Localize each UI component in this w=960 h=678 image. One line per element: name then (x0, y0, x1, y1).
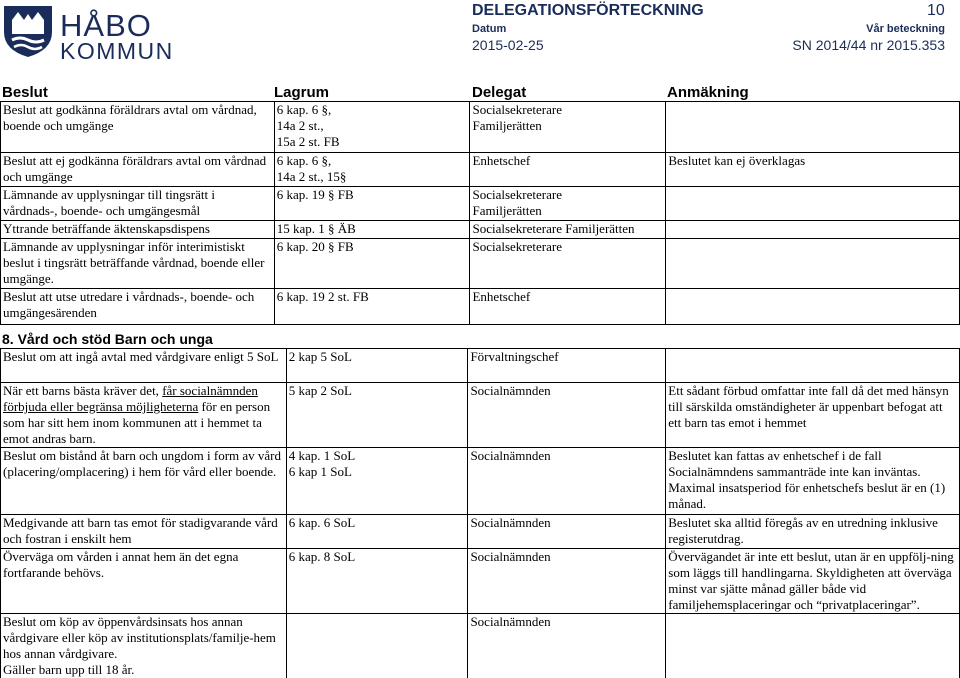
column-header-delegat: Delegat (472, 84, 527, 101)
cell-anmakning (666, 187, 960, 221)
cell-beslut: Lämnande av upplysningar inför interimistiskt beslut i tingsrätt beträffande vårdnad, boende eller umgänge. (1, 239, 275, 289)
table-row (1, 549, 960, 614)
cell-delegat: Socialsekreterare Familjerätten (470, 187, 666, 221)
delegation-table-2 (0, 348, 960, 678)
cell-lagrum: 6 kap. 20 § FB (274, 239, 470, 289)
logo-kommun: KOMMUN (60, 38, 174, 64)
cell-lagrum: 2 kap 5 SoL (286, 349, 468, 383)
table-row (1, 448, 960, 515)
cell-delegat: Socialnämnden (468, 549, 666, 614)
cell-lagrum (286, 614, 468, 678)
underlined-text: förbjuda eller begränsa möjligheterna (3, 399, 199, 414)
cell-lagrum: 6 kap. 6 SoL (286, 515, 468, 549)
column-header-lagrum: Lagrum (274, 84, 330, 101)
cell-anmakning: Beslutet kan fattas av enhetschef i de fall Socialnämndens sammanträde inte kan inväntas. Maximal insatsperiod för enhetschefs beslut är en (1) månad. (666, 448, 960, 515)
cell-delegat: Enhetschef (470, 289, 666, 325)
table-row (1, 153, 960, 187)
cell-anmakning: Beslutet ska alltid föregås av en utredning inklusive registerutdrag. (666, 515, 960, 549)
beslut-text: för en person som har sitt hem inom kommunen att i hemmet ta emot andras barn. (3, 399, 271, 446)
cell-delegat: Enhetschef (470, 153, 666, 187)
date-value: 2015-02-25 (472, 37, 544, 53)
cell-delegat: Socialnämnden (468, 383, 666, 448)
underlined-text: får socialnämnden (162, 383, 258, 398)
cell-beslut: Medgivande att barn tas emot för stadigvarande vård och fostran i enskilt hem (1, 515, 287, 549)
cell-beslut: Beslut att godkänna föräldrars avtal om vårdnad, boende och umgänge (1, 102, 275, 153)
cell-beslut (1, 383, 287, 448)
cell-beslut: Beslut om köp av öppenvårdsinsats hos annan vårdgivare eller köp av institutionsplats/familje-hem hos annan vårdgivare. Gäller barn upp till 18 år. (1, 614, 287, 678)
reference-value: SN 2014/44 nr 2015.353 (792, 37, 945, 53)
cell-delegat: Socialsekreterare Familjerätten (470, 221, 666, 239)
table-row (1, 102, 960, 153)
table-row (1, 221, 960, 239)
cell-beslut: Överväga om vården i annat hem än det egna fortfarande behövs. (1, 549, 287, 614)
cell-delegat: Socialsekreterare Familjerätten (470, 102, 666, 153)
cell-anmakning (666, 102, 960, 153)
cell-lagrum: 6 kap. 6 §, 14a 2 st., 15§ (274, 153, 470, 187)
cell-delegat: Socialnämnden (468, 515, 666, 549)
date-label: Datum (472, 23, 507, 35)
cell-lagrum: 6 kap. 19 § FB (274, 187, 470, 221)
cell-anmakning: Beslutet kan ej överklagas (666, 153, 960, 187)
cell-anmakning (666, 349, 960, 383)
cell-delegat: Socialsekreterare (470, 239, 666, 289)
cell-beslut: Yttrande beträffande äktenskapsdispens (1, 221, 275, 239)
cell-lagrum: 15 kap. 1 § ÄB (274, 221, 470, 239)
table-row (1, 349, 960, 383)
document-title: DELEGATIONSFÖRTECKNING (472, 2, 704, 19)
cell-anmakning (666, 289, 960, 325)
cell-lagrum: 6 kap. 8 SoL (286, 549, 468, 614)
cell-anmakning: Ett sådant förbud omfattar inte fall då det med hänsyn till särskilda omständigheter är uppenbart befogat att ett barn tas emot i hemmet (666, 383, 960, 448)
table-row (1, 187, 960, 221)
kommun-logo (2, 2, 174, 64)
cell-beslut: Lämnande av upplysningar till tingsrätt i vårdnads-, boende- och umgängesmål (1, 187, 275, 221)
cell-delegat: Förvaltningschef (468, 349, 666, 383)
cell-beslut: Beslut om att ingå avtal med vårdgivare enligt 5 SoL (1, 349, 287, 383)
column-header-beslut: Beslut (2, 84, 48, 101)
cell-beslut: Beslut att utse utredare i vårdnads-, boende- och umgängesärenden (1, 289, 275, 325)
section-heading: 8. Vård och stöd Barn och unga (2, 331, 213, 347)
table-row (1, 614, 960, 678)
cell-beslut: Beslut att ej godkänna föräldrars avtal om vårdnad och umgänge (1, 153, 275, 187)
logo-name: HÅBO (60, 8, 152, 43)
cell-anmakning (666, 614, 960, 678)
cell-lagrum: 6 kap. 6 §, 14a 2 st., 15a 2 st. FB (274, 102, 470, 153)
cell-anmakning (666, 221, 960, 239)
delegation-table-1 (0, 101, 960, 325)
cell-beslut: Beslut om bistånd åt barn och ungdom i form av vård (placering/omplacering) i hem för vård eller boende. (1, 448, 287, 515)
page-number: 10 (927, 2, 945, 19)
cell-lagrum: 5 kap 2 SoL (286, 383, 468, 448)
cell-anmakning (666, 239, 960, 289)
cell-delegat: Socialnämnden (468, 614, 666, 678)
cell-anmakning: Övervägandet är inte ett beslut, utan är en uppfölj-ning som läggs till handlingarna. Skyldigheten att överväga minst var sjätte månad gäller både vid familjehemsplaceringar och “privatplaceringar”. (666, 549, 960, 614)
column-header-anmakning: Anmäkning (667, 84, 749, 101)
table-row (1, 239, 960, 289)
coat-of-arms-icon (2, 2, 54, 58)
table-row (1, 515, 960, 549)
cell-delegat: Socialnämnden (468, 448, 666, 515)
beslut-text: När ett barns bästa kräver det, (3, 383, 163, 398)
cell-lagrum: 6 kap. 19 2 st. FB (274, 289, 470, 325)
table-row (1, 383, 960, 448)
table-row (1, 289, 960, 325)
cell-lagrum: 4 kap. 1 SoL 6 kap 1 SoL (286, 448, 468, 515)
reference-label: Vår beteckning (866, 23, 945, 35)
